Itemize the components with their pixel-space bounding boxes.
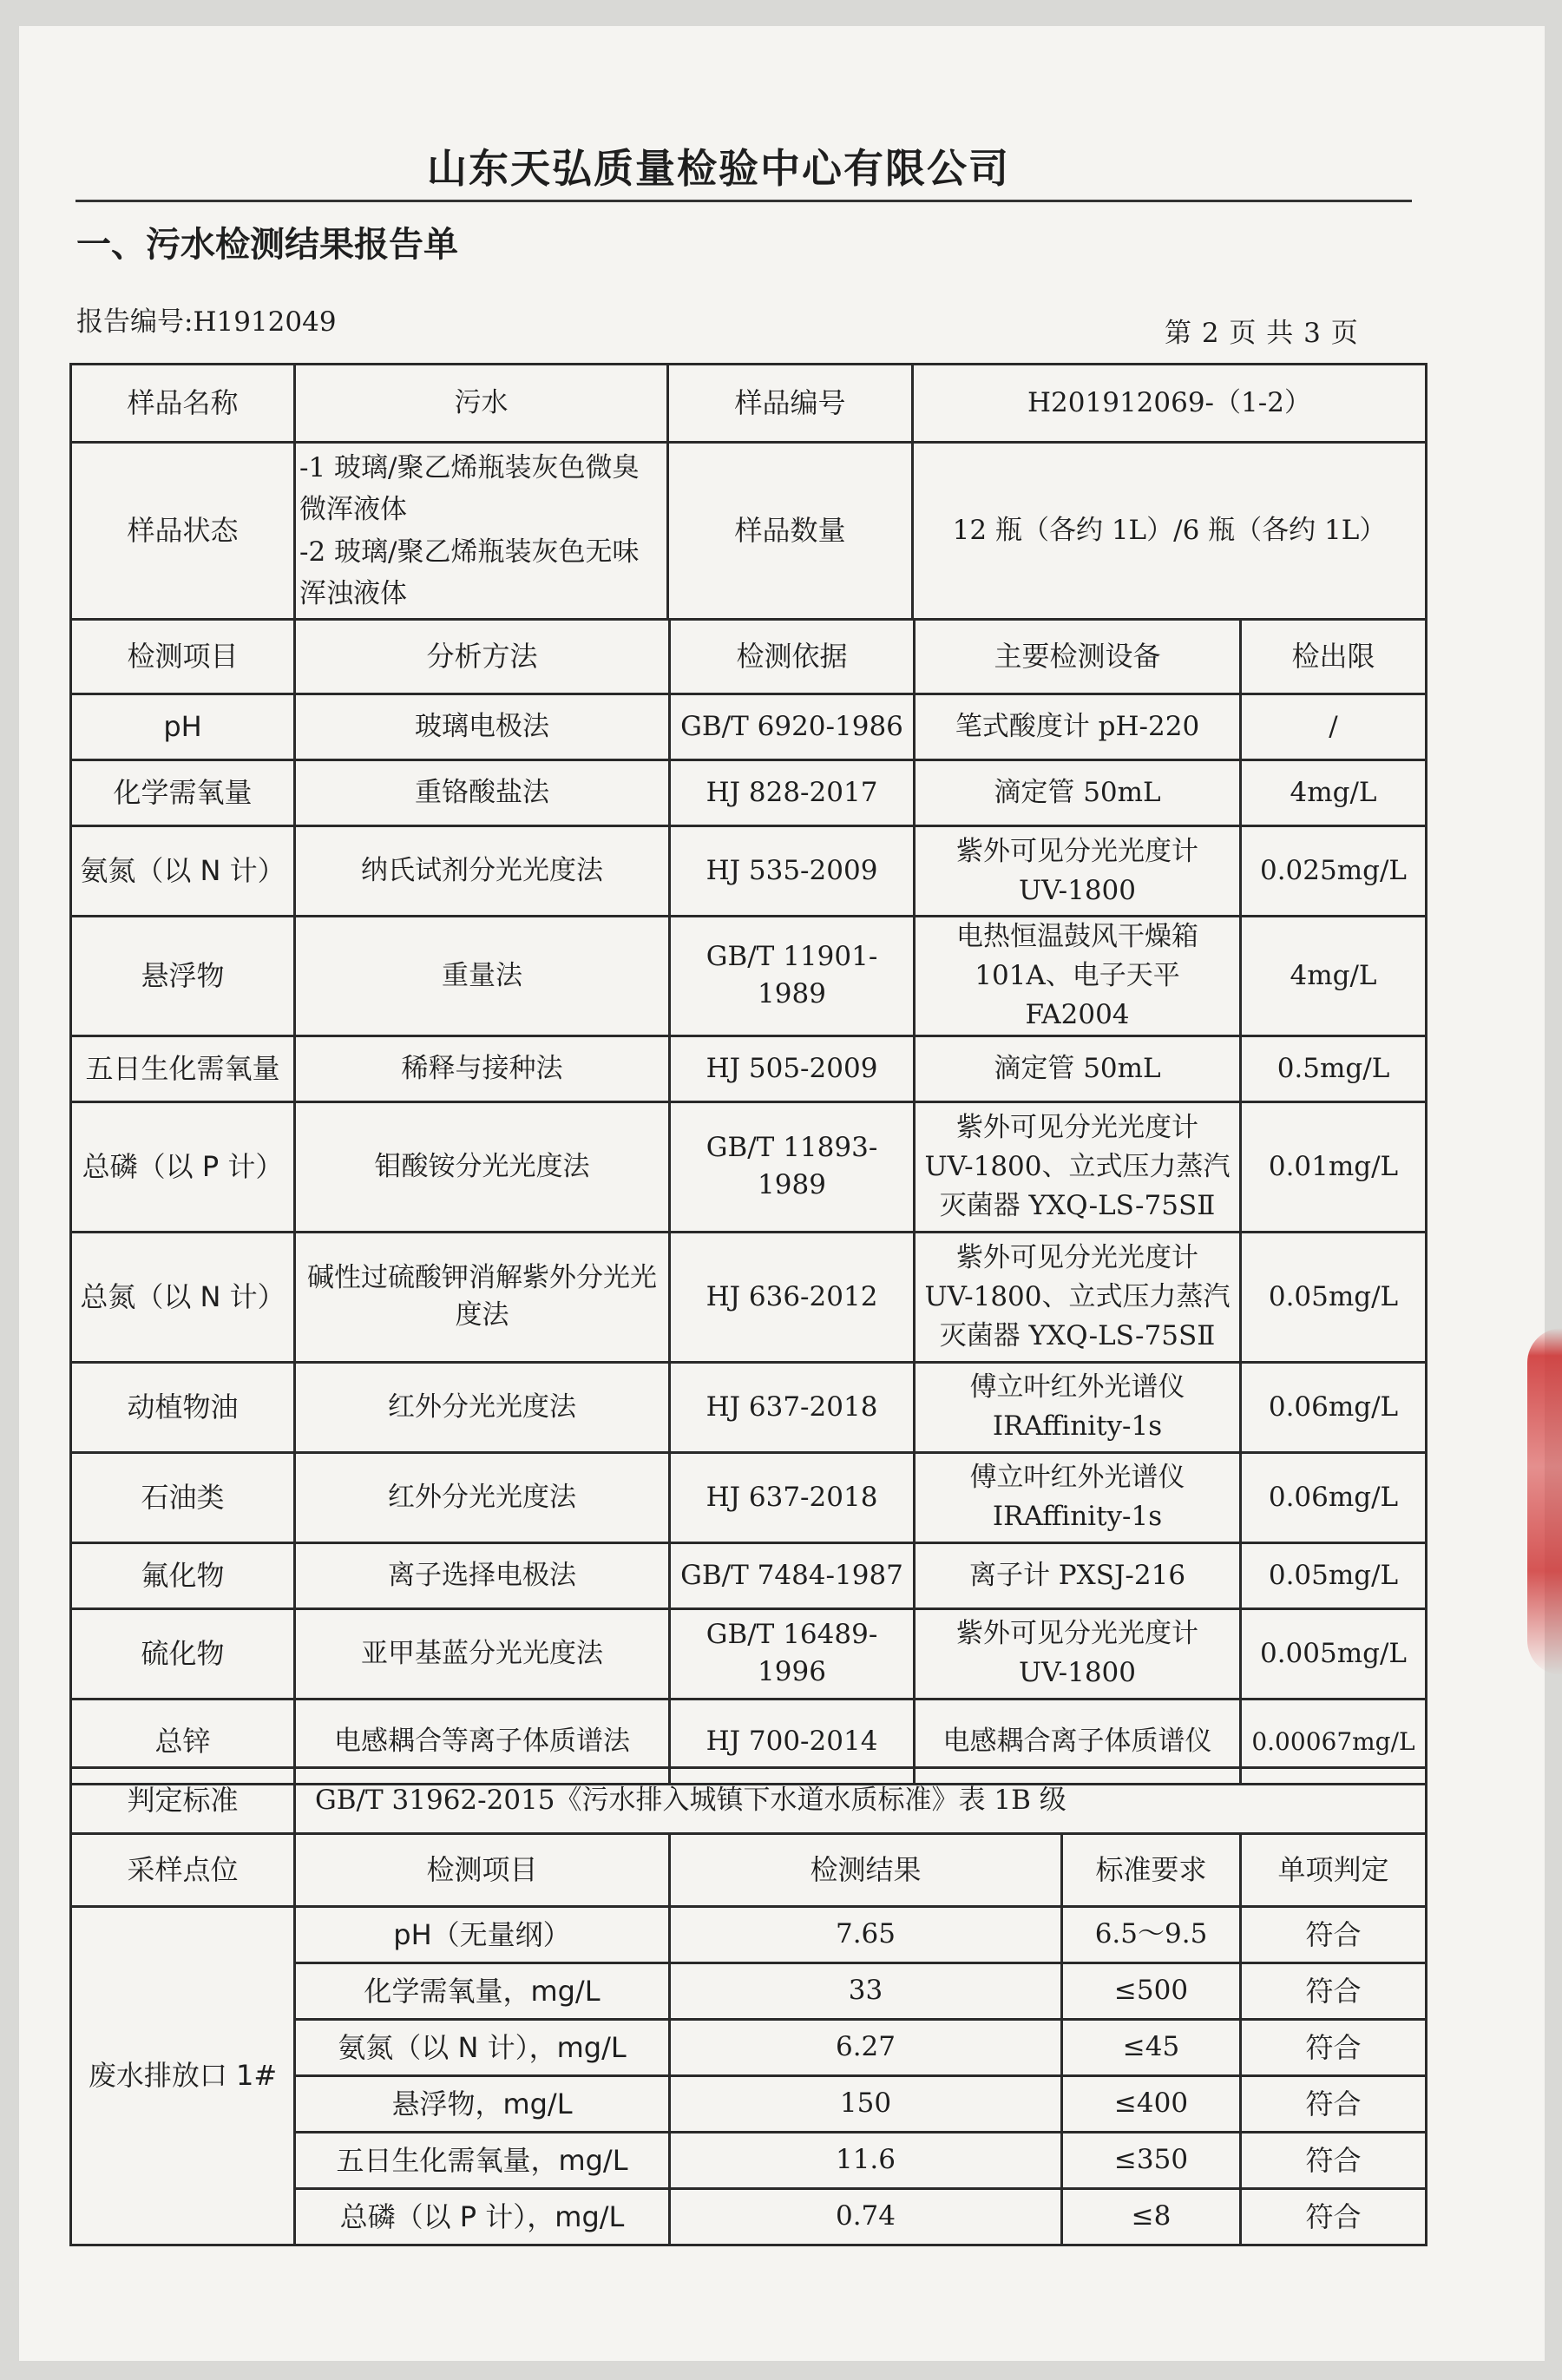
results-judgement-cell: 符合: [1241, 1963, 1427, 2020]
methods-method-cell: 离子选择电极法: [295, 1542, 670, 1608]
methods-item-cell: 硫化物: [71, 1608, 295, 1699]
methods-limit-cell: 0.05mg/L: [1241, 1232, 1427, 1362]
methods-method-cell: 重量法: [295, 917, 670, 1036]
results-requirement-cell: ≤500: [1062, 1963, 1241, 2020]
methods-row: [71, 760, 1427, 826]
sample-id-label: 样品编号: [668, 365, 913, 443]
methods-equipment-cell: 电感耦合离子体质谱仪: [915, 1699, 1241, 1784]
methods-item-cell: 动植物油: [71, 1362, 295, 1452]
methods-equipment-cell: 傅立叶红外光谱仪 IRAffinity-1s: [915, 1362, 1241, 1452]
methods-row: [71, 1542, 1427, 1608]
methods-basis-cell: HJ 636-2012: [670, 1232, 915, 1362]
sample-state-value: -1 玻璃/聚乙烯瓶装灰色微臭微浑液体 -2 玻璃/聚乙烯瓶装灰色无味浑浊液体: [295, 443, 668, 620]
methods-header-cell: 检测项目: [71, 620, 295, 694]
methods-method-cell: 钼酸铵分光光度法: [295, 1101, 670, 1232]
results-header-cell: 标准要求: [1062, 1834, 1241, 1907]
methods-equipment-cell: 紫外可见分光光度计 UV-1800: [915, 826, 1241, 917]
methods-row: [71, 1035, 1427, 1101]
sample-name-value: 污水: [295, 365, 668, 443]
methods-limit-cell: 0.06mg/L: [1241, 1362, 1427, 1452]
red-seal-stamp: [1527, 1328, 1562, 1675]
results-judgement-cell: 符合: [1241, 1907, 1427, 1963]
results-result-cell: 33: [670, 1963, 1062, 2020]
results-header-row: [71, 1834, 1427, 1907]
methods-basis-cell: HJ 700-2014: [670, 1699, 915, 1784]
methods-basis-cell: GB/T 7484-1987: [670, 1542, 915, 1608]
results-item-cell: 五日生化需氧量，mg/L: [295, 2133, 670, 2189]
methods-limit-cell: 4mg/L: [1241, 760, 1427, 826]
results-result-cell: 150: [670, 2076, 1062, 2133]
methods-row: [71, 694, 1427, 760]
methods-header-cell: 检出限: [1241, 620, 1427, 694]
results-table: [69, 1766, 1427, 2246]
methods-limit-cell: 0.06mg/L: [1241, 1452, 1427, 1542]
header-divider: [75, 200, 1412, 202]
methods-row: [71, 1608, 1427, 1699]
methods-limit-cell: 4mg/L: [1241, 917, 1427, 1036]
methods-row: [71, 826, 1427, 917]
methods-item-cell: 总锌: [71, 1699, 295, 1784]
methods-basis-cell: GB/T 11893-1989: [670, 1101, 915, 1232]
methods-item-cell: 氟化物: [71, 1542, 295, 1608]
sample-count-label: 样品数量: [668, 443, 913, 620]
results-result-cell: 11.6: [670, 2133, 1062, 2189]
methods-method-cell: 红外分光光度法: [295, 1362, 670, 1452]
methods-table: [69, 618, 1427, 1785]
methods-limit-cell: /: [1241, 694, 1427, 760]
results-item-cell: 化学需氧量，mg/L: [295, 1963, 670, 2020]
results-header-cell: 采样点位: [71, 1834, 295, 1907]
results-result-cell: 6.27: [670, 2020, 1062, 2076]
results-requirement-cell: ≤8: [1062, 2189, 1241, 2245]
results-requirement-cell: 6.5～9.5: [1062, 1907, 1241, 1963]
methods-item-cell: 氨氮（以 N 计）: [71, 826, 295, 917]
methods-basis-cell: HJ 535-2009: [670, 826, 915, 917]
sample-info-table: [69, 363, 1427, 621]
methods-basis-cell: HJ 637-2018: [670, 1452, 915, 1542]
sample-id-value: H201912069-（1-2）: [913, 365, 1427, 443]
methods-basis-cell: HJ 828-2017: [670, 760, 915, 826]
results-judgement-cell: 符合: [1241, 2189, 1427, 2245]
methods-method-cell: 碱性过硫酸钾消解紫外分光光度法: [295, 1232, 670, 1362]
results-requirement-cell: ≤400: [1062, 2076, 1241, 2133]
sample-count-value: 12 瓶（各约 1L）/6 瓶（各约 1L）: [913, 443, 1427, 620]
methods-equipment-cell: 滴定管 50mL: [915, 1035, 1241, 1101]
methods-item-cell: 石油类: [71, 1452, 295, 1542]
results-judgement-cell: 符合: [1241, 2020, 1427, 2076]
standard-value: GB/T 31962-2015《污水排入城镇下水道水质标准》表 1B 级: [295, 1768, 1427, 1834]
report-number: 报告编号:H1912049: [76, 306, 337, 338]
section-title: 一、污水检测结果报告单: [76, 225, 458, 265]
methods-limit-cell: 0.01mg/L: [1241, 1101, 1427, 1232]
methods-basis-cell: HJ 637-2018: [670, 1362, 915, 1452]
results-item-cell: pH（无量纲）: [295, 1907, 670, 1963]
methods-item-cell: 悬浮物: [71, 917, 295, 1036]
results-item-cell: 氨氮（以 N 计），mg/L: [295, 2020, 670, 2076]
methods-item-cell: 总氮（以 N 计）: [71, 1232, 295, 1362]
company-name: 山东天弘质量检验中心有限公司: [427, 145, 1010, 192]
methods-row: [71, 917, 1427, 1036]
methods-equipment-cell: 离子计 PXSJ-216: [915, 1542, 1241, 1608]
methods-basis-cell: GB/T 16489-1996: [670, 1608, 915, 1699]
methods-item-cell: 化学需氧量: [71, 760, 295, 826]
methods-method-cell: 电感耦合等离子体质谱法: [295, 1699, 670, 1784]
methods-equipment-cell: 紫外可见分光光度计 UV-1800: [915, 1608, 1241, 1699]
methods-basis-cell: HJ 505-2009: [670, 1035, 915, 1101]
methods-basis-cell: GB/T 11901-1989: [670, 917, 915, 1036]
methods-equipment-cell: 电热恒温鼓风干燥箱 101A、电子天平 FA2004: [915, 917, 1241, 1036]
results-item-cell: 悬浮物，mg/L: [295, 2076, 670, 2133]
results-item-cell: 总磷（以 P 计），mg/L: [295, 2189, 670, 2245]
methods-header-row: [71, 620, 1427, 694]
sample-name-label: 样品名称: [71, 365, 295, 443]
sample-state-label: 样品状态: [71, 443, 295, 620]
methods-header-cell: 检测依据: [670, 620, 915, 694]
methods-limit-cell: 0.05mg/L: [1241, 1542, 1427, 1608]
results-requirement-cell: ≤45: [1062, 2020, 1241, 2076]
results-header-cell: 单项判定: [1241, 1834, 1427, 1907]
methods-header-cell: 主要检测设备: [915, 620, 1241, 694]
methods-method-cell: 稀释与接种法: [295, 1035, 670, 1101]
results-judgement-cell: 符合: [1241, 2076, 1427, 2133]
results-header-cell: 检测项目: [295, 1834, 670, 1907]
methods-limit-cell: 0.005mg/L: [1241, 1608, 1427, 1699]
methods-method-cell: 玻璃电极法: [295, 694, 670, 760]
methods-equipment-cell: 傅立叶红外光谱仪 IRAffinity-1s: [915, 1452, 1241, 1542]
standard-label: 判定标准: [71, 1768, 295, 1834]
methods-row: [71, 1452, 1427, 1542]
methods-equipment-cell: 紫外可见分光光度计 UV-1800、立式压力蒸汽 灭菌器 YXQ-LS-75SⅡ: [915, 1232, 1241, 1362]
methods-method-cell: 红外分光光度法: [295, 1452, 670, 1542]
results-result-cell: 7.65: [670, 1907, 1062, 1963]
methods-limit-cell: 0.00067mg/L: [1241, 1699, 1427, 1784]
results-judgement-cell: 符合: [1241, 2133, 1427, 2189]
methods-item-cell: 总磷（以 P 计）: [71, 1101, 295, 1232]
results-result-cell: 0.74: [670, 2189, 1062, 2245]
methods-header-cell: 分析方法: [295, 620, 670, 694]
methods-equipment-cell: 紫外可见分光光度计 UV-1800、立式压力蒸汽 灭菌器 YXQ-LS-75SⅡ: [915, 1101, 1241, 1232]
results-header-cell: 检测结果: [670, 1834, 1062, 1907]
methods-row: [71, 1101, 1427, 1232]
methods-equipment-cell: 滴定管 50mL: [915, 760, 1241, 826]
results-requirement-cell: ≤350: [1062, 2133, 1241, 2189]
results-row: [71, 1907, 1427, 1963]
methods-item-cell: pH: [71, 694, 295, 760]
methods-row: [71, 1232, 1427, 1362]
methods-basis-cell: GB/T 6920-1986: [670, 694, 915, 760]
methods-limit-cell: 0.025mg/L: [1241, 826, 1427, 917]
methods-item-cell: 五日生化需氧量: [71, 1035, 295, 1101]
methods-method-cell: 重铬酸盐法: [295, 760, 670, 826]
methods-method-cell: 纳氏试剂分光光度法: [295, 826, 670, 917]
methods-method-cell: 亚甲基蓝分光光度法: [295, 1608, 670, 1699]
methods-limit-cell: 0.5mg/L: [1241, 1035, 1427, 1101]
methods-equipment-cell: 笔式酸度计 pH-220: [915, 694, 1241, 760]
page-number: 第 2 页 共 3 页: [1165, 318, 1359, 349]
report-sheet: [19, 26, 1545, 2361]
sampling-site-cell: 废水排放口 1#: [71, 1907, 295, 2245]
methods-row: [71, 1362, 1427, 1452]
